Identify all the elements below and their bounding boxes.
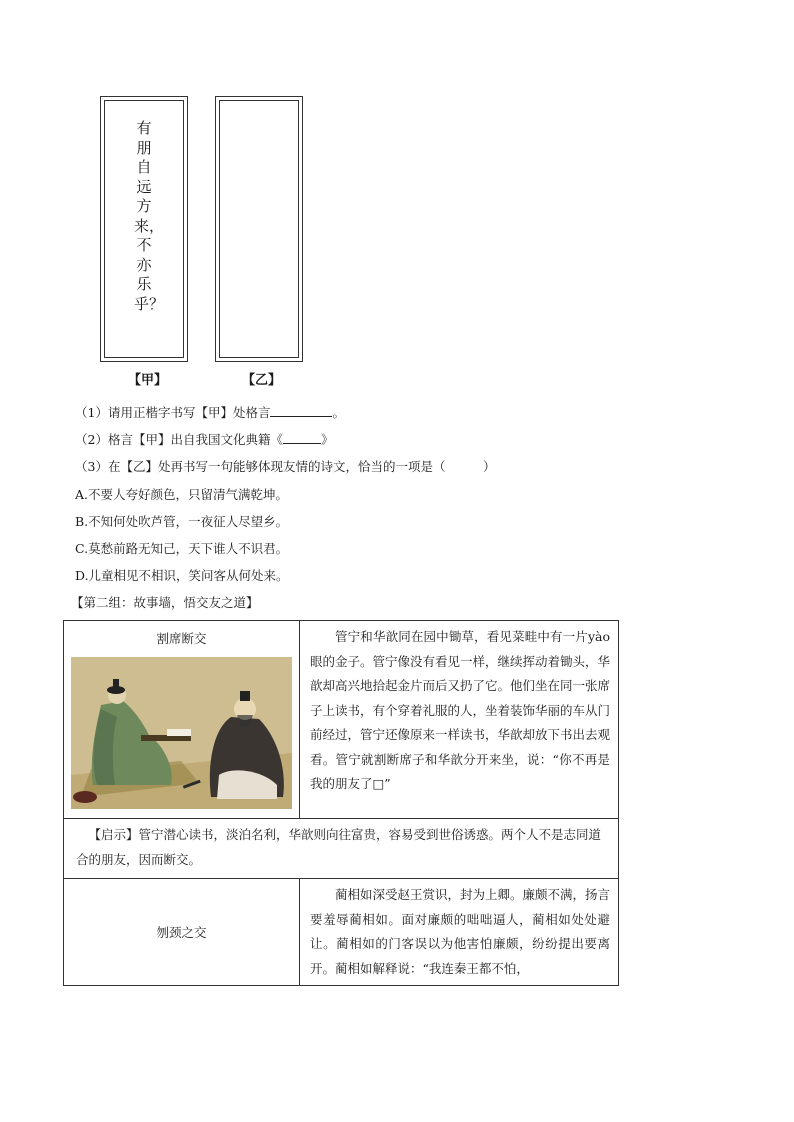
answer-blank-2[interactable] [283,431,321,444]
question-3: （3）在【乙】处再书写一句能够体现友情的诗文，恰当的一项是（ ） [75,459,496,474]
insight-text: 【启示】管宁潜心读书，淡泊名利，华歆则向往富贵，容易受到世俗诱惑。两个人不是志同道合的朋友，因而断交。 [64,819,619,879]
caption-yi: 【乙】 [242,373,282,388]
caption-jia: 【甲】 [128,373,168,388]
story1-text: 管宁和华歆同在园中锄草，看见菜畦中有一片yào眼的金子。管宁像没有看见一样，继续挥动着锄头，华歆却高兴地拾起金片而后又扔了它。他们坐在同一张席子上读书，有个穿着礼服的人，坐着装饰华丽的车从门前经过，管宁还像原来一样读书，华歆却放下书出去观看。管宁就割断席子和华歆分开来坐，说：“你不再是我的朋友了□” [300,621,619,819]
story2-text: 蔺相如深受赵王赏识，封为上卿。廉颇不满，扬言要羞辱蔺相如。面对廉颇的咄咄逼人，蔺相如处处避让。蔺相如的门客误以为他害怕廉颇，纷纷提出要离开。蔺相如解释说：“我连秦王都不怕， [300,879,619,986]
question-2-end: 》 [320,432,334,447]
story1-title-cell [64,621,300,819]
question-2 [75,430,333,448]
option-d[interactable]: D.儿童相见不相识，笑问客从何处来。 [75,568,289,583]
question-1-end: 。 [332,405,345,420]
group2-heading: 【第二组：故事墙，悟交友之道】 [71,595,259,610]
table-row-story1 [64,621,619,819]
story-table [63,620,619,986]
story2-title: 刎颈之交 [64,879,300,986]
question-1 [75,403,345,421]
option-c[interactable]: C.莫愁前路无知己，天下谁人不识君。 [75,541,289,556]
option-a[interactable]: A.不要人夸好颜色，只留清气满乾坤。 [75,487,289,502]
story1-title: 割席断交 [156,631,207,646]
option-b[interactable]: B.不知何处吹芦管，一夜征人尽望乡。 [75,514,289,529]
scroll-yi-inner-border [219,100,299,358]
table-row-insight [64,819,619,879]
scroll-yi [215,96,303,362]
scroll-jia-text: 有朋自远方来，不亦乐乎？ [134,119,165,313]
painting-image [71,657,292,809]
scroll-jia [100,96,188,362]
question-1-text: （1）请用正楷字书写【甲】处格言 [75,405,271,420]
answer-blank-1[interactable] [270,404,332,417]
question-2-text: （2）格言【甲】出自我国文化典籍《 [75,432,283,447]
table-row-story2 [64,879,619,986]
